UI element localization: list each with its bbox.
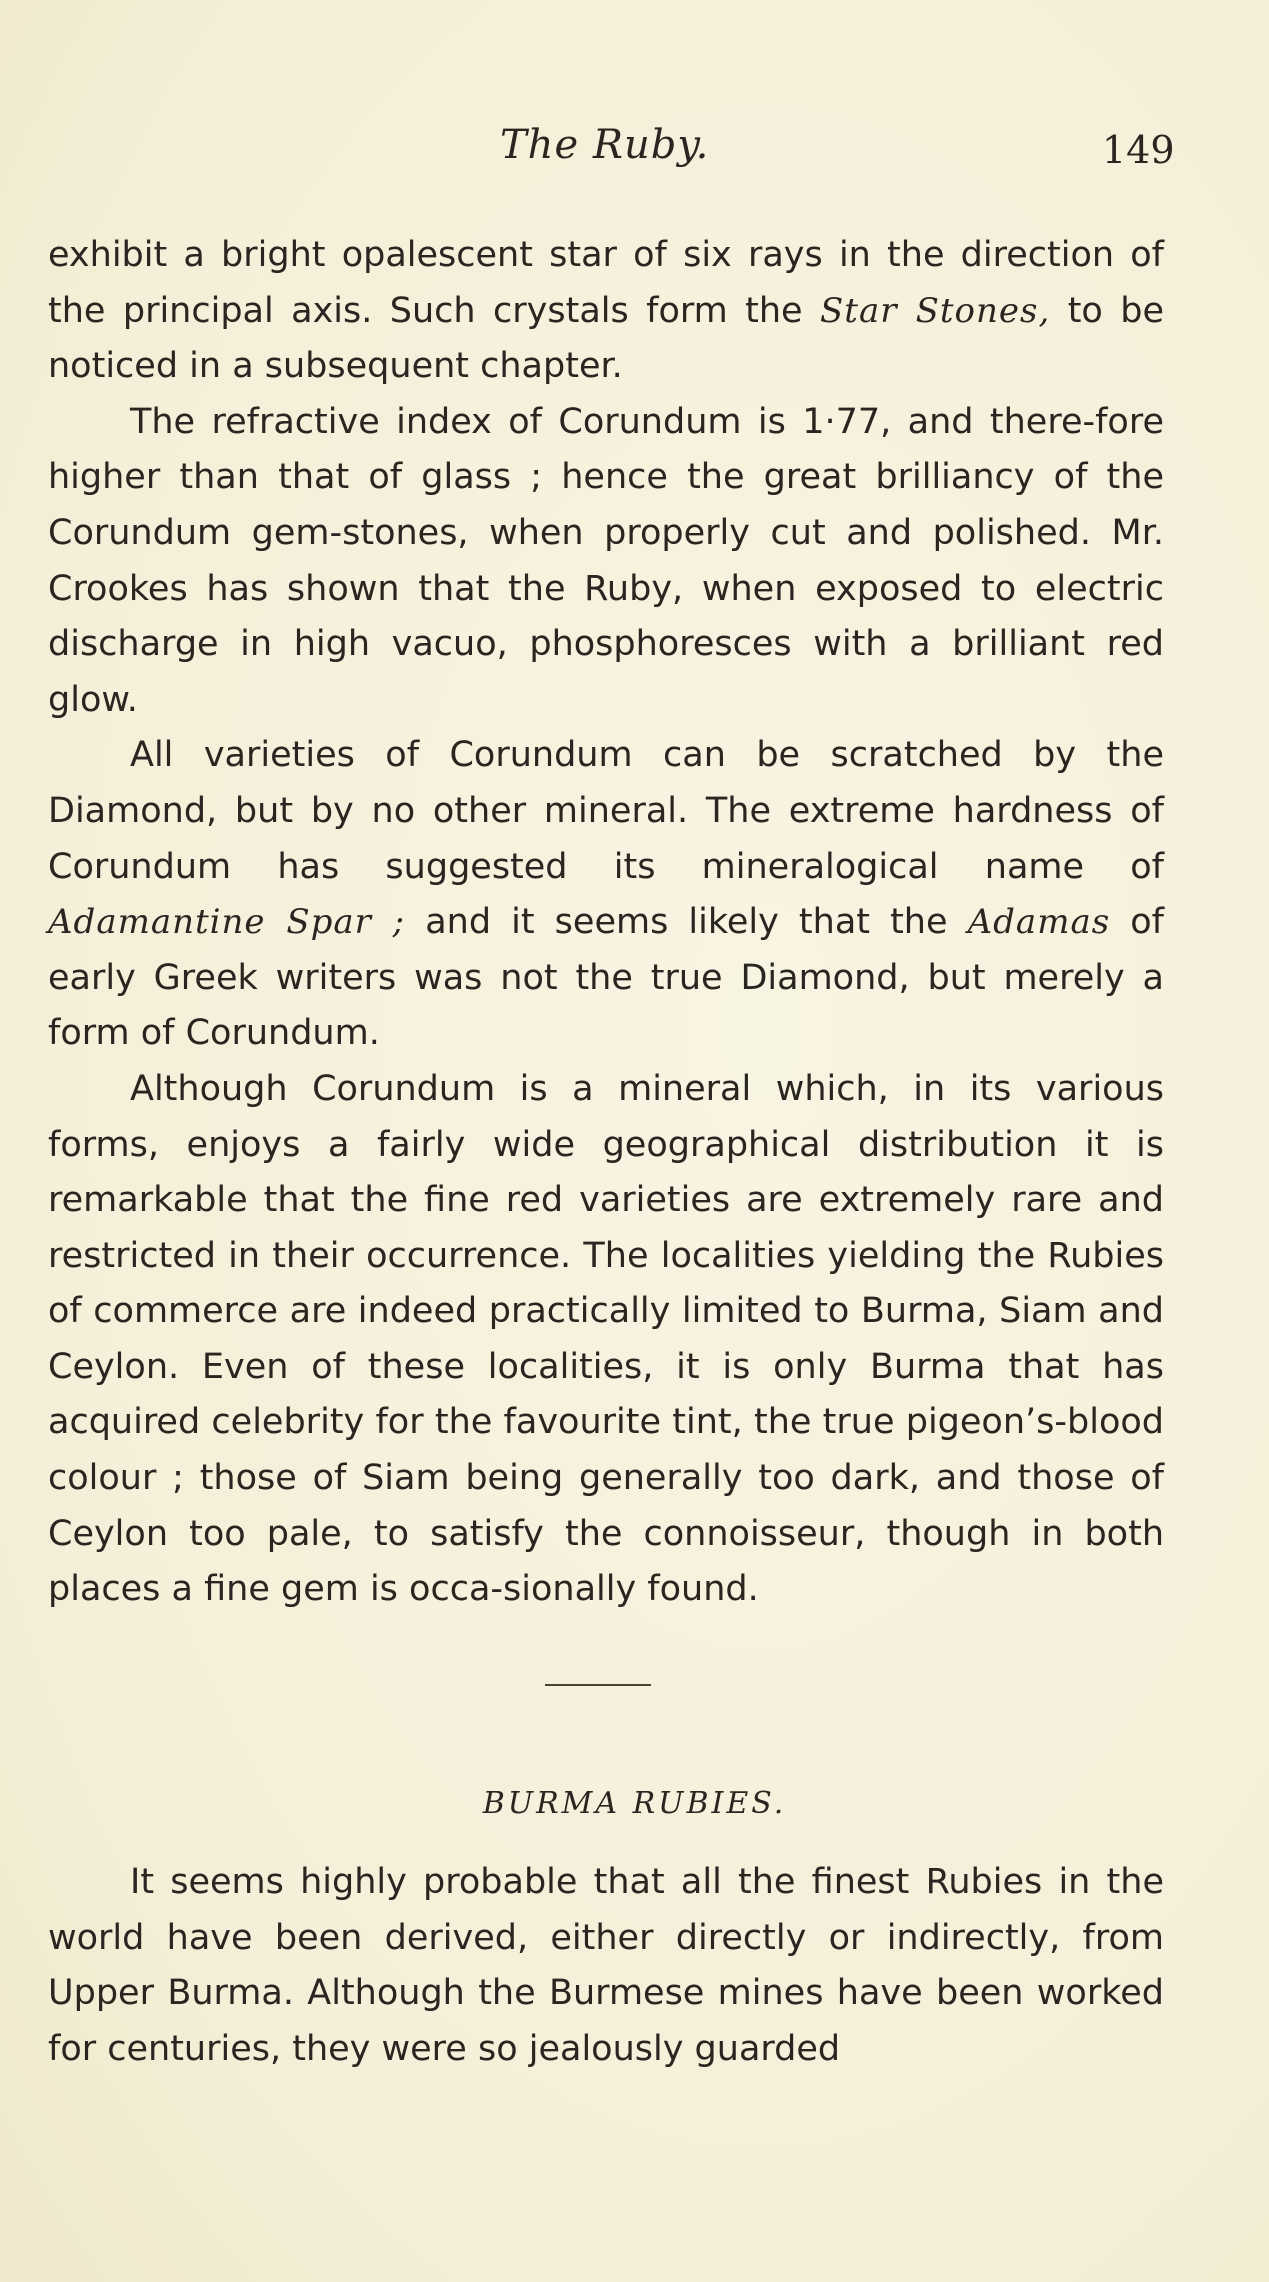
page-header	[0, 122, 1269, 182]
paragraph-1-italic-star-stones: Star Stones,	[820, 290, 1051, 331]
paragraph-3-italic-adamas: Adamas	[967, 902, 1111, 943]
paragraph-4-text: Although Corundum is a mineral which, in its various forms, enjoys a fairly wide geographical distribution it is remarkable that the fine red varieties are extremely rare and restricted in their occurrence. The localities yielding the Rubies of commerce are indeed practically limited to Burma, Siam and Ceylon. Even of these localities, it is only Burma that has acquired celebrity for the favourite tint, the true pigeon’s-blood colour ; those of Siam being generally too dark, and those of Ceylon too pale, to satisfy the connoisseur, though in both places a fine gem is occa-sionally found.	[48, 1068, 1164, 1610]
paragraph-3-text-a: All varieties of Corundum can be scratched by the Diamond, but by no other mineral. The extreme hardness of Corundum has suggested its mineralogical name of	[48, 735, 1164, 887]
section-heading: BURMA RUBIES.	[482, 1786, 787, 1821]
paragraph-1-text-a: exhibit a bright opalescent star of six rays in the direction of the principal axis. Such crystals form the	[48, 235, 1164, 331]
running-title: The Ruby.	[500, 122, 710, 168]
page-number: 149	[1102, 128, 1175, 172]
paragraph-2	[48, 395, 1164, 729]
body-text-bottom	[48, 1855, 1164, 2077]
paragraph-2-text: The refractive index of Corundum is 1·77, and there-fore higher than that of glass ; hence the great brilliancy of the Corundum gem-stones, when properly cut and polished. Mr. Crookes has shown that the Ruby, when exposed to electric discharge in high vacuo, phosphoresces with a brilliant red glow.	[48, 401, 1164, 720]
section-divider-rule	[545, 1684, 651, 1686]
paragraph-4	[48, 1062, 1164, 1618]
paragraph-3-text-c: of early Greek writers was not the true Diamond, but merely a form of Corundum.	[48, 902, 1164, 1054]
paragraph-1-text-b: to be noticed in a subsequent chapter.	[48, 290, 1165, 387]
paragraph-1	[48, 228, 1164, 395]
paragraph-5	[48, 1855, 1164, 2077]
paragraph-3-text-b: and it seems likely that the	[405, 902, 968, 943]
paragraph-3	[48, 728, 1164, 1062]
body-text-top	[48, 228, 1164, 1618]
paragraph-3-italic-adamantine-spar: Adamantine Spar ;	[48, 902, 406, 943]
paragraph-5-text: It seems highly probable that all the finest Rubies in the world have been derived, either directly or indirectly, from Upper Burma. Although the Burmese mines have been worked for centuries, they were so jealously guarded	[48, 1862, 1164, 2069]
